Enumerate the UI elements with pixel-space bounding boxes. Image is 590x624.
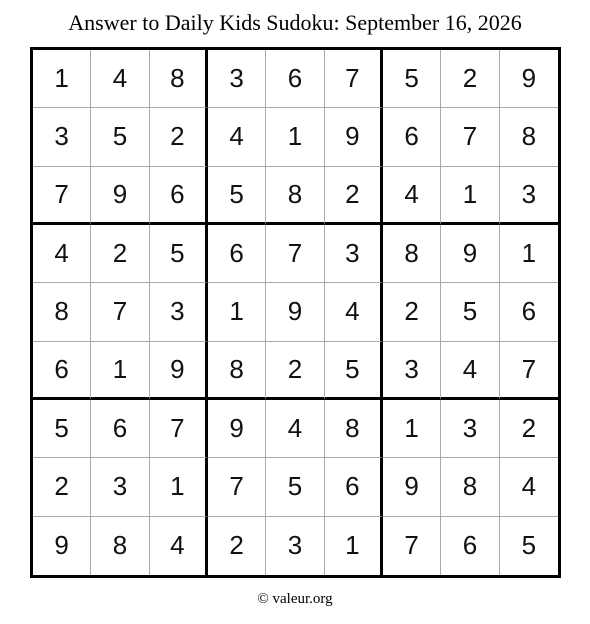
sudoku-board <box>30 47 561 578</box>
sudoku-cell: 1 <box>208 283 266 341</box>
sudoku-cell: 2 <box>500 400 558 458</box>
sudoku-cell: 5 <box>383 50 441 108</box>
sudoku-cell: 8 <box>150 50 208 108</box>
sudoku-cell: 5 <box>441 283 499 341</box>
sudoku-cell: 1 <box>383 400 441 458</box>
sudoku-cell: 9 <box>383 458 441 516</box>
sudoku-cell: 4 <box>441 342 499 400</box>
sudoku-cell: 2 <box>266 342 324 400</box>
sudoku-cell: 7 <box>383 517 441 575</box>
sudoku-cell: 6 <box>266 50 324 108</box>
sudoku-cell: 8 <box>91 517 149 575</box>
sudoku-cell: 8 <box>33 283 91 341</box>
sudoku-cell: 3 <box>150 283 208 341</box>
sudoku-cell: 1 <box>266 108 324 166</box>
sudoku-cell: 5 <box>208 167 266 225</box>
sudoku-cell: 3 <box>441 400 499 458</box>
page-title: Answer to Daily Kids Sudoku: September 16, 2026 <box>68 10 522 35</box>
sudoku-cell: 9 <box>208 400 266 458</box>
sudoku-cell: 5 <box>521 530 537 561</box>
sudoku-cell: 9 <box>325 108 383 166</box>
sudoku-cell: 3 <box>33 108 91 166</box>
sudoku-cell: 1 <box>325 517 383 575</box>
sudoku-cell: 6 <box>33 342 91 400</box>
sudoku-cell: 4 <box>383 167 441 225</box>
sudoku-cell: 1 <box>91 342 149 400</box>
sudoku-cell: 4 <box>208 108 266 166</box>
sudoku-cell: 5 <box>266 458 324 516</box>
sudoku-cell: 2 <box>441 50 499 108</box>
sudoku-cell: 1 <box>500 225 558 283</box>
sudoku-cell: 2 <box>325 167 383 225</box>
sudoku-cell: 4 <box>500 458 558 516</box>
sudoku-cell: 2 <box>33 458 91 516</box>
sudoku-cell: 6 <box>208 225 266 283</box>
sudoku-cell: 1 <box>33 50 91 108</box>
copyright-footer: © valeur.org <box>257 591 333 607</box>
sudoku-cell: 8 <box>208 342 266 400</box>
sudoku-cell: 2 <box>383 283 441 341</box>
sudoku-cell: 3 <box>325 225 383 283</box>
sudoku-cell: 4 <box>150 517 208 575</box>
sudoku-cell: 9 <box>441 225 499 283</box>
sudoku-cell: 9 <box>91 167 149 225</box>
sudoku-cell: 5 <box>33 400 91 458</box>
sudoku-cell: 8 <box>500 108 558 166</box>
sudoku-cell: 9 <box>500 50 558 108</box>
sudoku-cell: 7 <box>208 458 266 516</box>
sudoku-cell: 8 <box>325 400 383 458</box>
sudoku-cell: 7 <box>33 167 91 225</box>
sudoku-cell: 6 <box>383 108 441 166</box>
sudoku-cell: 7 <box>500 342 558 400</box>
sudoku-cell: 2 <box>150 108 208 166</box>
sudoku-cell: 7 <box>150 400 208 458</box>
sudoku-cell: 7 <box>441 108 499 166</box>
sudoku-cell: 3 <box>500 167 558 225</box>
sudoku-cell: 7 <box>91 283 149 341</box>
sudoku-cell: 6 <box>150 167 208 225</box>
sudoku-cell: 2 <box>91 225 149 283</box>
sudoku-cell: 6 <box>441 517 499 575</box>
sudoku-cell: 8 <box>383 225 441 283</box>
sudoku-cell: 8 <box>441 458 499 516</box>
sudoku-cell: 1 <box>150 458 208 516</box>
sudoku-cell: 1 <box>441 167 499 225</box>
sudoku-cell: 5 <box>150 225 208 283</box>
sudoku-cell: 6 <box>500 283 558 341</box>
sudoku-cell: 3 <box>266 517 324 575</box>
sudoku-cell: 9 <box>33 517 91 575</box>
sudoku-cell: 4 <box>33 225 91 283</box>
sudoku-cell: 3 <box>208 50 266 108</box>
sudoku-cell: 7 <box>325 50 383 108</box>
sudoku-cell: 5 <box>325 342 383 400</box>
sudoku-cell: 2 <box>208 517 266 575</box>
sudoku-cell: 3 <box>383 342 441 400</box>
sudoku-cell: 8 <box>266 167 324 225</box>
sudoku-cell: 6 <box>91 400 149 458</box>
sudoku-cell: 4 <box>266 400 324 458</box>
sudoku-cell: 4 <box>325 283 383 341</box>
sudoku-cell: 7 <box>266 225 324 283</box>
sudoku-cell: 4 <box>91 50 149 108</box>
sudoku-cell: 6 <box>325 458 383 516</box>
sudoku-cell: 9 <box>150 342 208 400</box>
sudoku-cell: 9 <box>266 283 324 341</box>
sudoku-cell: 5 <box>91 108 149 166</box>
sudoku-cell: 3 <box>91 458 149 516</box>
